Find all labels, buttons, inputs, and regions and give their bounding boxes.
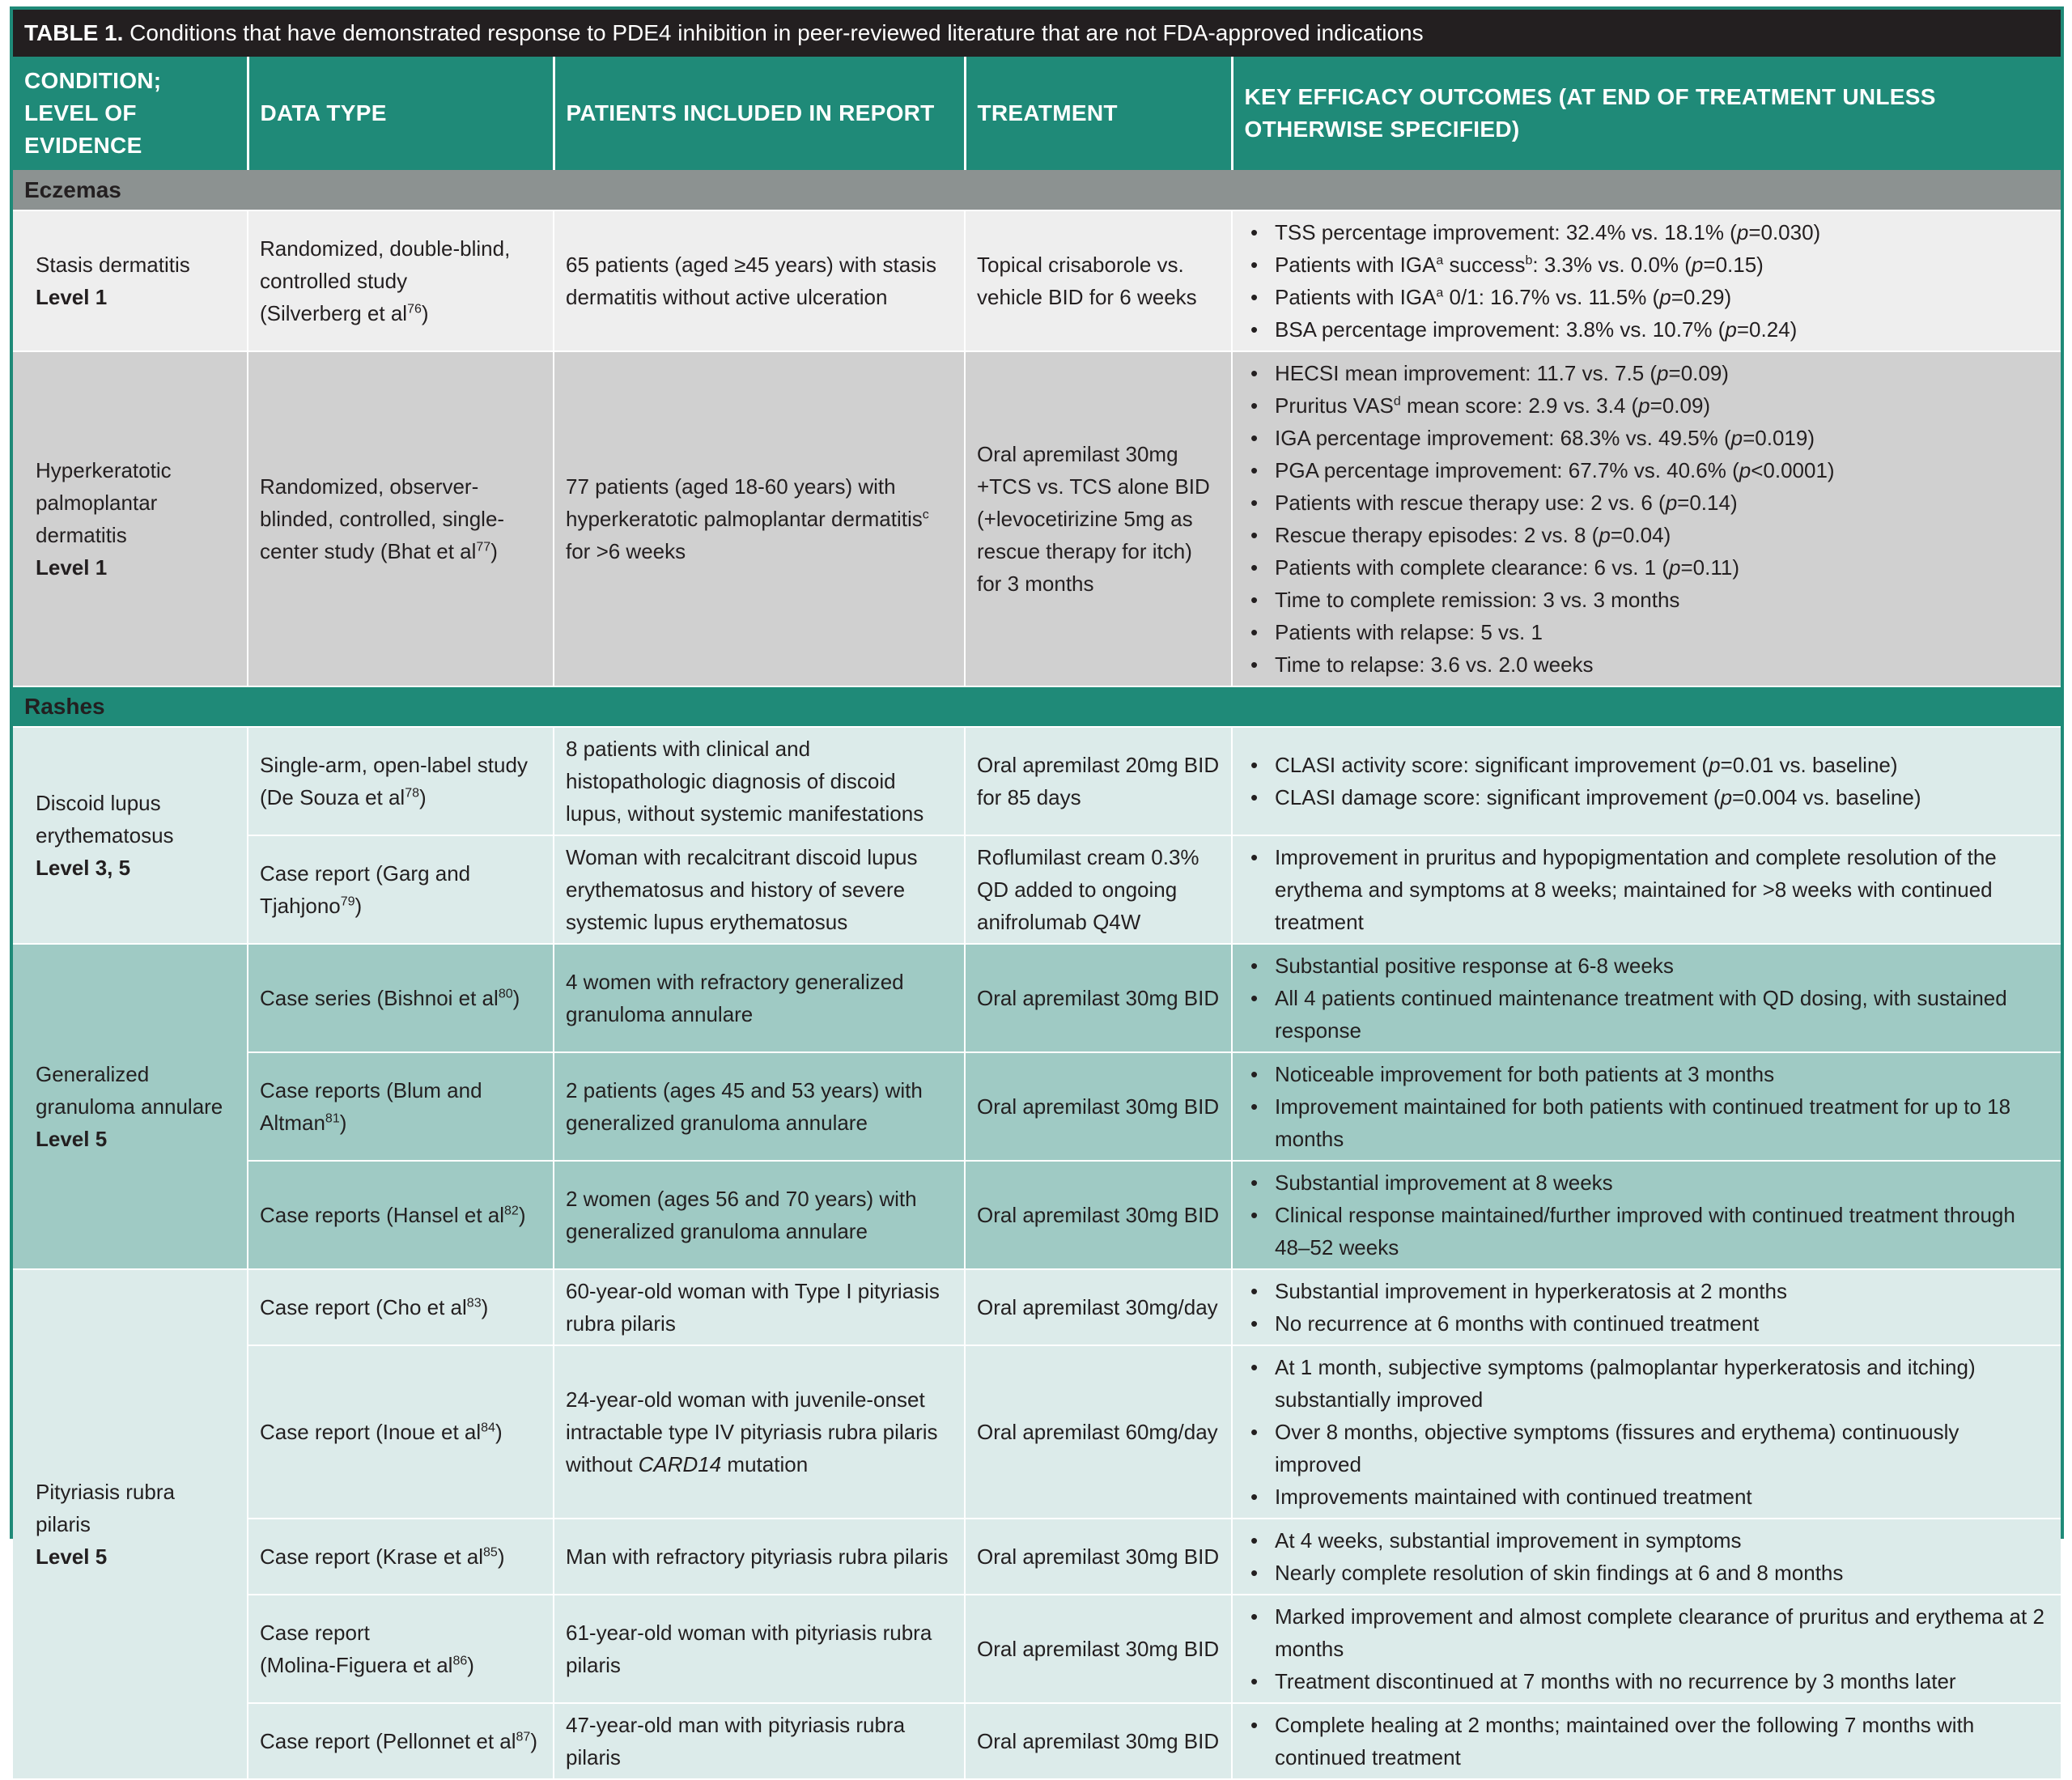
table-row	[13, 1595, 2061, 1703]
section-row-eczemas	[13, 170, 2061, 210]
data-type-cell: Case series (Bishnoi et $al^{80}$)	[248, 944, 554, 1052]
level-of-evidence: Level 1	[36, 555, 108, 580]
data-type-cell: Randomized, double-blind, controlled study (Silverberg et $al^{76}$)	[248, 210, 554, 351]
patients-cell: 47-year-old man with pityriasis rubra pilaris	[554, 1703, 965, 1779]
treatment-cell: Oral apremilast 30mg BID	[965, 944, 1232, 1052]
outcome-item: • Pruritus VAS$^d$ mean score: 2.9 vs. 3.4 (p=0.09)	[1244, 389, 2049, 422]
outcome-item: • Substantial improvement in hyperkeratosis at 2 months	[1244, 1275, 2049, 1307]
outcome-item: • HECSI mean improvement: 11.7 vs. 7.5 (p=0.09)	[1244, 357, 2049, 389]
outcomes-cell	[1232, 1161, 2061, 1269]
outcome-item: • CLASI activity score: significant improvement (p=0.01 vs. baseline)	[1244, 749, 2049, 781]
table-row	[13, 727, 2061, 835]
header-treatment: TREATMENT	[965, 57, 1232, 170]
outcomes-cell	[1232, 835, 2061, 944]
outcome-item: • Improvement in pruritus and hypopigmentation and complete resolution of the erythema and symptoms at 8 weeks; maintained for >8 weeks with continued treatment	[1244, 841, 2049, 938]
outcome-item: • IGA percentage improvement: 68.3% vs. 49.5% (p=0.019)	[1244, 422, 2049, 454]
table-row	[13, 351, 2061, 686]
treatment-cell: Roflumilast cream 0.3% QD added to ongoing anifrolumab Q4W	[965, 835, 1232, 944]
outcome-item: • Time to relapse: 3.6 vs. 2.0 weeks	[1244, 648, 2049, 681]
header-condition: CONDITION; LEVEL OF EVIDENCE	[13, 57, 248, 170]
treatment-cell: Topical crisaborole vs. vehicle BID for 6 weeks	[965, 210, 1232, 351]
patients-cell: 2 women (ages 56 and 70 years) with generalized granuloma annulare	[554, 1161, 965, 1269]
outcomes-cell	[1232, 1269, 2061, 1345]
outcome-item: • At 4 weeks, substantial improvement in symptoms	[1244, 1524, 2049, 1557]
outcome-item: • TSS percentage improvement: 32.4% vs. 18.1% (p=0.030)	[1244, 216, 2049, 249]
patients-cell: 65 patients (aged ≥45 years) with stasis dermatitis without active ulceration	[554, 210, 965, 351]
data-type-cell: Randomized, observer-blinded, controlled, single-center study (Bhat et $al^{77}$)	[248, 351, 554, 686]
data-type-cell: Case report (Pellonnet et $al^{87}$)	[248, 1703, 554, 1779]
data-type-cell: Case reports (Blum and Altman$^{81}$)	[248, 1052, 554, 1161]
outcome-item: • Patients with complete clearance: 6 vs. 1 (p=0.11)	[1244, 551, 2049, 584]
outcome-item: • Substantial positive response at 6-8 weeks	[1244, 949, 2049, 982]
outcome-item: • Patients with rescue therapy use: 2 vs. 6 (p=0.14)	[1244, 486, 2049, 519]
table-title	[13, 10, 2061, 57]
treatment-cell: Oral apremilast 30mg BID	[965, 1052, 1232, 1161]
outcome-item: • Improvement maintained for both patients with continued treatment for up to 18 months	[1244, 1090, 2049, 1155]
patients-cell: Man with refractory pityriasis rubra pilaris	[554, 1519, 965, 1595]
outcome-item: • Clinical response maintained/further improved with continued treatment through 48–52 weeks	[1244, 1199, 2049, 1264]
table-caption: Conditions that have demonstrated response to PDE4 inhibition in peer-reviewed literature that are not FDA-approved indications	[130, 20, 1424, 45]
outcome-item: • BSA percentage improvement: 3.8% vs. 10.7% (p=0.24)	[1244, 313, 2049, 346]
outcome-item: • All 4 patients continued maintenance treatment with QD dosing, with sustained response	[1244, 982, 2049, 1047]
patients-cell: 2 patients (ages 45 and 53 years) with generalized granuloma annulare	[554, 1052, 965, 1161]
outcomes-cell	[1232, 1052, 2061, 1161]
level-of-evidence: Level 1	[36, 285, 108, 309]
condition-cell: Stasis dermatitis Level 1	[13, 210, 248, 351]
outcome-item: • PGA percentage improvement: 67.7% vs. 40.6% (p<0.0001)	[1244, 454, 2049, 486]
level-of-evidence: Level 5	[36, 1544, 108, 1569]
patients-cell: 8 patients with clinical and histopathologic diagnosis of discoid lupus, without systemic manifestations	[554, 727, 965, 835]
condition-cell: Hyperkeratotic palmoplantar dermatitis Level 1	[13, 351, 248, 686]
outcome-item: • Complete healing at 2 months; maintained over the following 7 months with continued treatment	[1244, 1709, 2049, 1774]
outcomes-cell	[1232, 1519, 2061, 1595]
outcome-item: • Patients with IGA$^a$ success$^b$: 3.3% vs. 0.0% (p=0.15)	[1244, 249, 2049, 281]
patients-cell: 24-year-old woman with juvenile-onset intractable type IV pityriasis rubra pilaris without CARD14 mutation	[554, 1345, 965, 1519]
level-of-evidence: Level 3, 5	[36, 856, 131, 880]
treatment-cell: Oral apremilast 20mg BID for 85 days	[965, 727, 1232, 835]
section-title: Rashes	[13, 686, 2061, 727]
data-type-cell: Case report (Cho et $al^{83}$)	[248, 1269, 554, 1345]
data-type-cell: Case report (Molina-Figuera et $al^{86}$)	[248, 1595, 554, 1703]
treatment-cell: Oral apremilast 30mg BID	[965, 1595, 1232, 1703]
outcome-item: • Treatment discontinued at 7 months with no recurrence by 3 months later	[1244, 1665, 2049, 1697]
outcome-item: • Time to complete remission: 3 vs. 3 months	[1244, 584, 2049, 616]
header-row	[13, 57, 2061, 170]
section-row-rashes	[13, 686, 2061, 727]
treatment-cell: Oral apremilast 30mg BID	[965, 1703, 1232, 1779]
table-frame	[10, 6, 2064, 1769]
patients-cell: 60-year-old woman with Type I pityriasis rubra pilaris	[554, 1269, 965, 1345]
table-row	[13, 1703, 2061, 1779]
condition-cell: Pityriasis rubra pilaris Level 5	[13, 1269, 248, 1779]
table-row	[13, 1161, 2061, 1269]
outcome-item: • Nearly complete resolution of skin findings at 6 and 8 months	[1244, 1557, 2049, 1589]
data-type-cell: Single-arm, open-label study (De Souza et $al^{78}$)	[248, 727, 554, 835]
condition-cell: Discoid lupus erythematosus Level 3, 5	[13, 727, 248, 944]
table-row	[13, 1052, 2061, 1161]
treatment-cell: Oral apremilast 30mg BID	[965, 1161, 1232, 1269]
patients-cell: 4 women with refractory generalized granuloma annulare	[554, 944, 965, 1052]
outcome-item: • CLASI damage score: significant improvement (p=0.004 vs. baseline)	[1244, 781, 2049, 814]
treatment-cell: Oral apremilast 30mg/day	[965, 1269, 1232, 1345]
data-type-cell: Case report (Garg and Tjahjono$^{79}$)	[248, 835, 554, 944]
treatment-cell: Oral apremilast 30mg BID	[965, 1519, 1232, 1595]
data-type-cell: Case report (Inoue et $al^{84}$)	[248, 1345, 554, 1519]
outcomes-cell	[1232, 727, 2061, 835]
table-row	[13, 1519, 2061, 1595]
outcome-item: • Patients with IGA$^a$ 0/1: 16.7% vs. 11.5% (p=0.29)	[1244, 281, 2049, 313]
evidence-table	[13, 57, 2061, 1780]
table-label: TABLE 1.	[24, 20, 124, 45]
outcome-item: • At 1 month, subjective symptoms (palmoplantar hyperkeratosis and itching) substantially improved	[1244, 1351, 2049, 1416]
outcomes-cell	[1232, 1703, 2061, 1779]
outcome-item: • No recurrence at 6 months with continued treatment	[1244, 1307, 2049, 1340]
outcomes-cell	[1232, 351, 2061, 686]
outcome-item: • Over 8 months, objective symptoms (fissures and erythema) continuously improved	[1244, 1416, 2049, 1481]
treatment-cell: Oral apremilast 60mg/day	[965, 1345, 1232, 1519]
table-row	[13, 1345, 2061, 1519]
outcome-item: • Substantial improvement at 8 weeks	[1244, 1166, 2049, 1199]
outcomes-cell	[1232, 1595, 2061, 1703]
treatment-cell: Oral apremilast 30mg +TCS vs. TCS alone BID (+levocetirizine 5mg as rescue therapy for itch) for 3 months	[965, 351, 1232, 686]
table-row	[13, 944, 2061, 1052]
data-type-cell: Case report (Krase et $al^{85}$)	[248, 1519, 554, 1595]
outcome-item: • Marked improvement and almost complete clearance of pruritus and erythema at 2 months	[1244, 1600, 2049, 1665]
outcome-item: • Improvements maintained with continued treatment	[1244, 1481, 2049, 1513]
table-row	[13, 1269, 2061, 1345]
outcomes-cell	[1232, 210, 2061, 351]
data-type-cell: Case reports (Hansel et $al^{82}$)	[248, 1161, 554, 1269]
outcomes-cell	[1232, 944, 2061, 1052]
outcome-item: • Noticeable improvement for both patients at 3 months	[1244, 1058, 2049, 1090]
level-of-evidence: Level 5	[36, 1127, 108, 1151]
patients-cell: 77 patients (aged 18-60 years) with hyperkeratotic palmoplantar dermatitis$^c$ for >6 weeks	[554, 351, 965, 686]
header-patients: PATIENTS INCLUDED IN REPORT	[554, 57, 965, 170]
outcome-item: • Patients with relapse: 5 vs. 1	[1244, 616, 2049, 648]
table-row	[13, 210, 2061, 351]
patients-cell: 61-year-old woman with pityriasis rubra pilaris	[554, 1595, 965, 1703]
table-row	[13, 835, 2061, 944]
section-title: Eczemas	[13, 170, 2061, 210]
header-outcomes: KEY EFFICACY OUTCOMES (AT END OF TREATMENT UNLESS OTHERWISE SPECIFIED)	[1232, 57, 2061, 170]
outcome-item: • Rescue therapy episodes: 2 vs. 8 (p=0.04)	[1244, 519, 2049, 551]
condition-cell: Generalized granuloma annulare Level 5	[13, 944, 248, 1269]
outcomes-cell	[1232, 1345, 2061, 1519]
header-data-type: DATA TYPE	[248, 57, 554, 170]
patients-cell: Woman with recalcitrant discoid lupus erythematosus and history of severe systemic lupus erythematosus	[554, 835, 965, 944]
